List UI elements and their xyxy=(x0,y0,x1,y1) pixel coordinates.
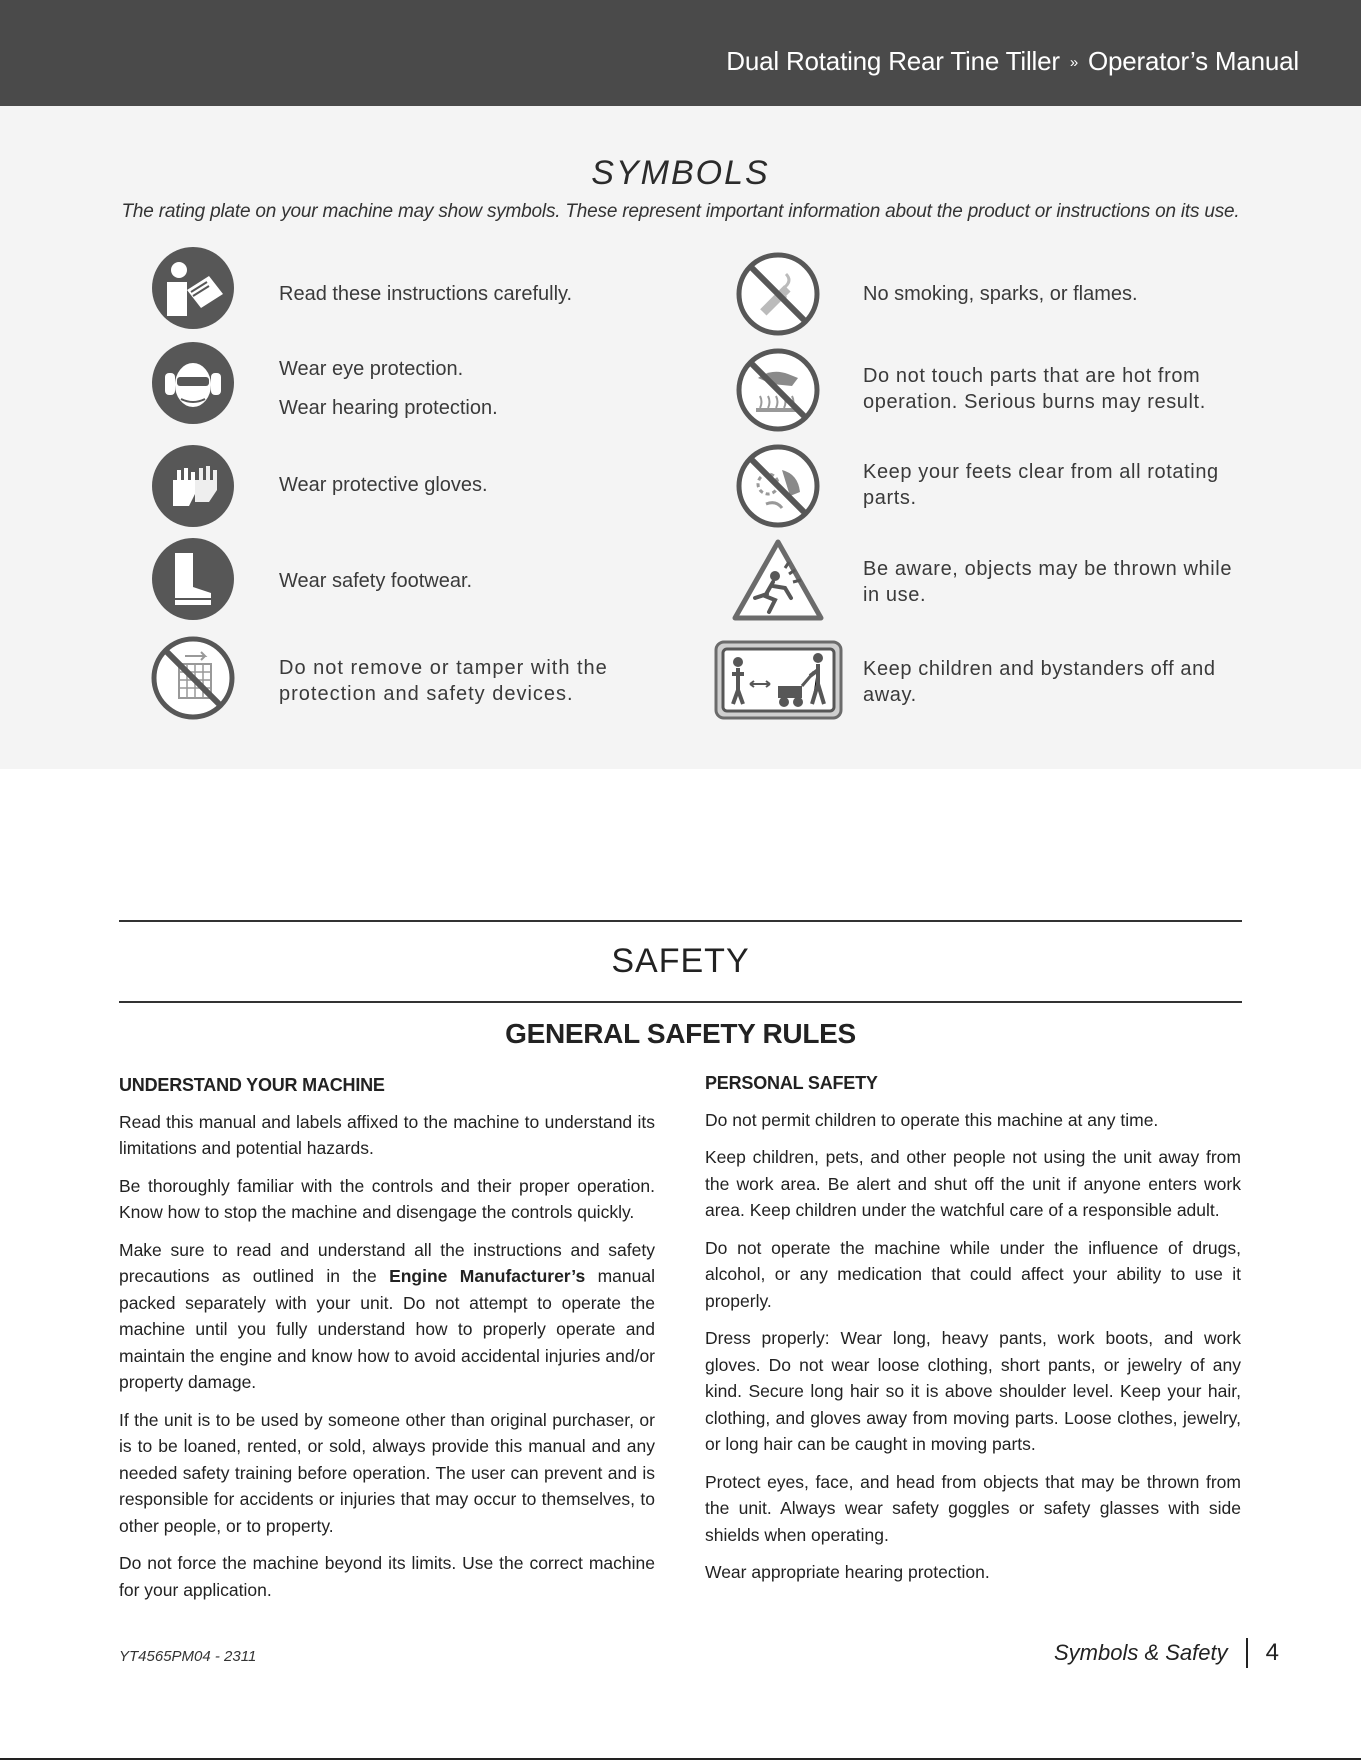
header-title xyxy=(726,46,1299,77)
header-separator: » xyxy=(1069,54,1079,71)
paragraph-bold-text: Engine Manufacturer’s xyxy=(389,1266,586,1286)
symbols-intro: The rating plate on your machine may show symbols. These represent important information about the product or instructions on its use. xyxy=(121,201,1240,222)
symbols-title: SYMBOLS xyxy=(591,154,770,192)
symbol-label: Do not remove or tamper with the protection and safety devices. xyxy=(279,657,608,705)
page-header xyxy=(0,0,1361,106)
header-manual: Operator’s Manual xyxy=(1088,46,1299,76)
paragraph: Keep children, pets, and other people not using the unit away from the work area. Be alert and shut off the unit if anyone enters work area. Keep children under the watchful care of a responsible adult. xyxy=(705,1147,1241,1220)
section-heading: PERSONAL SAFETY xyxy=(705,1073,878,1093)
right-column xyxy=(705,1070,1241,1597)
paragraph: If the unit is to be used by someone other than original purchaser, or is to be loaned, rented, or sold, always provide this manual and any needed safety training before operation. The user can prevent and is responsible for accidents or injuries that may occur to themselves, to other people, or to property. xyxy=(119,1409,655,1536)
symbol-label: Read these instructions carefully. xyxy=(279,283,573,305)
left-column xyxy=(119,1072,655,1614)
paragraph: Do not operate the machine while under the influence of drugs, alcohol, or any medication that could affect your ability to use it properly. xyxy=(705,1237,1241,1311)
safety-title: SAFETY xyxy=(611,942,750,980)
symbol-text xyxy=(863,656,1243,721)
paragraph-text: manual packed separately with your unit. Do not attempt to operate the machine until you fully understand how to properly operate and maintain the engine and know how to avoid accidental injuries and/or property damage. xyxy=(119,1266,655,1392)
symbol-label: Do not touch parts that are hot from operation. Serious burns may result. xyxy=(863,365,1206,413)
divider-top xyxy=(119,920,1242,922)
read-manual-icon xyxy=(151,246,235,330)
bystanders-icon xyxy=(714,640,843,720)
no-smoking-icon xyxy=(736,252,820,336)
symbol-label: Wear safety footwear. xyxy=(279,570,473,592)
header-product: Dual Rotating Rear Tine Tiller xyxy=(726,46,1060,76)
symbol-label: Wear eye protection. xyxy=(279,358,464,380)
eye-ear-protection-icon xyxy=(151,341,235,425)
footer-divider xyxy=(1246,1638,1248,1668)
no-tamper-icon xyxy=(151,636,235,720)
page-number: 4 xyxy=(1265,1639,1279,1666)
paragraph: Be thoroughly familiar with the controls and their proper operation. Know how to stop the machine and disengage the controls quickly. xyxy=(119,1175,655,1222)
symbol-label: No smoking, sparks, or flames. xyxy=(863,283,1138,305)
footer-section-name: Symbols & Safety xyxy=(1054,1640,1228,1665)
symbols-section xyxy=(0,106,1361,769)
divider-bottom xyxy=(119,1001,1242,1003)
symbol-text xyxy=(863,363,1243,428)
symbol-text xyxy=(279,472,639,511)
symbol-text xyxy=(279,568,639,607)
symbol-text xyxy=(863,556,1243,621)
document-code: YT4565PM04 - 2311 xyxy=(119,1648,257,1665)
symbol-label: Wear hearing protection. xyxy=(279,397,498,419)
rotating-parts-icon xyxy=(736,444,820,528)
paragraph: Protect eyes, face, and head from objects that may be thrown from the unit. Always wear safety goggles or safety glasses with side shields when operating. xyxy=(705,1471,1241,1545)
symbol-text xyxy=(279,655,645,720)
paragraph: Do not permit children to operate this machine at any time. xyxy=(705,1109,1159,1130)
paragraph: Dress properly: Wear long, heavy pants, work boots, and work gloves. Do not wear loose clothing, short pants, or jewelry of any kind. Secure long hair so it is above shoulder level. Keep your hair, clothing, and gloves away from moving parts. Loose clothes, jewelry, or long hair can be caught in moving parts. xyxy=(705,1328,1241,1454)
symbol-text xyxy=(279,281,639,320)
section-heading: UNDERSTAND YOUR MACHINE xyxy=(119,1075,385,1095)
page-footer xyxy=(1054,1636,1279,1670)
paragraph: Read this manual and labels affixed to the machine to understand its limitations and potential hazards. xyxy=(119,1111,655,1158)
paragraph-text: Make sure to read and understand all the instructions and safety precautions as outlined in the xyxy=(119,1239,655,1286)
paragraph: Do not force the machine beyond its limits. Use the correct machine for your application. xyxy=(119,1553,655,1600)
symbol-label: Wear protective gloves. xyxy=(279,474,488,496)
hot-surface-icon xyxy=(736,348,820,432)
symbol-label: Keep children and bystanders off and away. xyxy=(863,658,1216,706)
symbol-text xyxy=(863,459,1243,524)
symbol-text xyxy=(279,356,639,434)
paragraph: Wear appropriate hearing protection. xyxy=(705,1562,990,1582)
symbol-label: Be aware, objects may be thrown while in use. xyxy=(863,558,1233,606)
gloves-icon xyxy=(151,444,235,528)
general-safety-rules-title: GENERAL SAFETY RULES xyxy=(505,1018,856,1049)
paragraph xyxy=(119,1237,655,1396)
safety-boot-icon xyxy=(151,537,235,621)
page-bottom-rule xyxy=(0,1758,1361,1760)
symbol-text xyxy=(863,281,1243,320)
thrown-objects-icon xyxy=(731,538,825,622)
symbol-label: Keep your feets clear from all rotating parts. xyxy=(863,461,1219,509)
